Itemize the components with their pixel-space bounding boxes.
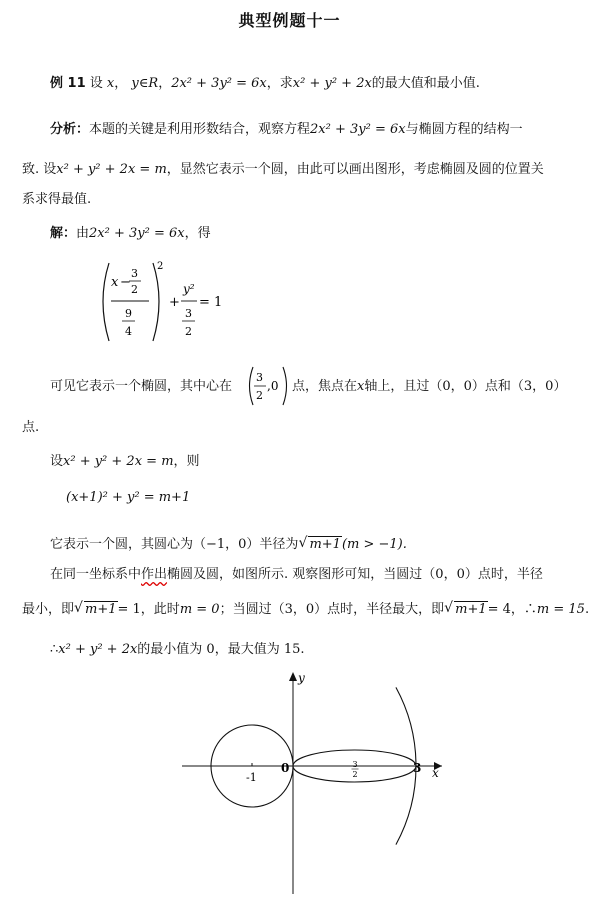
frac-minus: − — [120, 275, 131, 290]
example-comma3: ，求 — [266, 76, 293, 91]
min-max-line — [22, 598, 589, 617]
analysis-text-1a: 本题的关键是利用形数结合，观察方程 — [89, 122, 311, 137]
example-post: 的最大值和最小值. — [371, 76, 480, 91]
example-comma1: ， — [114, 76, 128, 91]
example-label: 例 11 — [50, 76, 86, 91]
frac-eq1: = 1 — [199, 295, 223, 310]
tick-3-label: 3 — [413, 761, 422, 775]
analysis-eq-2: x² + y² + 2x = m — [56, 162, 167, 177]
draw-wavy: 作出 — [141, 567, 168, 582]
circle-equation: (x+1)² + y² = m+1 — [66, 490, 191, 505]
conclusion-therefore: ∴ — [50, 642, 59, 657]
max-end: . — [584, 602, 589, 617]
conclusion-text-b: 的最小值为 0，最大值为 15. — [137, 642, 305, 657]
solution-intro-b: ，得 — [184, 226, 211, 241]
center-end: 点. — [22, 420, 40, 435]
center-line-b — [292, 375, 566, 394]
solution-label: 解： — [50, 226, 77, 241]
center-text-c: 轴上，且过（0，0）点和（3，0） — [364, 379, 567, 394]
analysis-text-2a: 致. 设 — [22, 162, 57, 177]
example-expr: x² + y² + 2x — [292, 76, 372, 91]
x-axis-label: x — [432, 766, 439, 780]
circle-sqrt — [298, 537, 342, 552]
draw-text-a: 在同一坐标系中 — [50, 567, 142, 582]
tick-half-top: 3 — [352, 760, 358, 769]
max-sqrt-body: m+1 — [455, 602, 487, 617]
example-comma2: ， — [158, 76, 172, 91]
frac-three-b: 3 — [185, 307, 192, 320]
origin-label: 0 — [281, 761, 290, 775]
circle-line — [50, 533, 407, 552]
set-text-a: 设 — [50, 454, 64, 469]
circle-sqrt-body: m+1 — [309, 537, 341, 552]
max-text-b: = 4，∴ — [487, 602, 537, 617]
analysis-text-1b: 与椭圆方程的结构一 — [405, 122, 523, 137]
frac-x: x — [111, 275, 119, 290]
center-x: x — [357, 379, 365, 394]
min-text-c: ；当圆过（3，0）点时，半径最大，即 — [219, 602, 445, 617]
example-cond: 2x² + 3y² = 6x — [171, 76, 267, 91]
tick-neg1-label: -1 — [246, 771, 257, 784]
example-x: x — [106, 76, 115, 91]
solution-intro-a: 由 — [76, 226, 90, 241]
set-line — [50, 450, 200, 469]
set-eq: x² + y² + 2x = m — [63, 454, 174, 469]
example-statement — [50, 72, 480, 91]
frac-three: 3 — [131, 267, 138, 280]
frac-two-b: 2 — [185, 325, 192, 338]
frac-plus: + — [169, 295, 180, 310]
ellipse-circle-figure — [170, 668, 460, 900]
min-sqrt-body: m+1 — [85, 602, 117, 617]
analysis-eq-1: 2x² + 3y² = 6x — [310, 122, 406, 137]
analysis-line-2 — [22, 158, 544, 177]
set-text-b: ，则 — [173, 454, 200, 469]
analysis-label: 分析： — [50, 122, 90, 137]
frac-nine: 9 — [125, 307, 132, 320]
center-zero: ,0 — [267, 379, 279, 393]
max-sqrt — [444, 602, 488, 617]
page-title: 典型例题十一 — [238, 11, 341, 30]
center-two: 2 — [256, 389, 263, 402]
frac-y2: y² — [183, 282, 195, 296]
tick-half-bottom: 2 — [352, 770, 358, 779]
conclusion-line — [50, 638, 305, 657]
circle-cond: (m > −1). — [341, 537, 407, 552]
circle-text-a: 它表示一个圆，其圆心为（−1，0）半径为 — [50, 537, 299, 552]
center-point-fraction — [245, 364, 293, 408]
max-m: m = 15 — [536, 602, 585, 617]
example-yinR: y∈R — [131, 76, 159, 91]
center-three: 3 — [256, 371, 263, 384]
draw-text-b: 椭圆及圆，如图所示. 观察图形可知，当圆过（0，0）点时，半径 — [167, 567, 543, 582]
draw-line — [50, 563, 543, 582]
solution-intro-eq: 2x² + 3y² = 6x — [89, 226, 185, 241]
center-line — [50, 375, 232, 394]
min-text-a: 最小，即 — [22, 602, 75, 617]
solution-intro — [50, 222, 211, 241]
y-axis-arrow-icon — [289, 672, 297, 681]
center-text-b: 点，焦点在 — [292, 379, 358, 394]
analysis-line-3: 系求得最值. — [22, 192, 92, 207]
min-m: m = 0 — [179, 602, 220, 617]
center-text-a: 可见它表示一个椭圆，其中心在 — [50, 379, 233, 394]
frac-outer-sq: 2 — [157, 261, 164, 272]
min-sqrt — [74, 602, 118, 617]
conclusion-expr: x² + y² + 2x — [58, 642, 138, 657]
example-pre: 设 — [89, 76, 103, 91]
analysis-text-2b: ，显然它表示一个圆，由此可以画出图形，考虑椭圆及圆的位置关 — [166, 162, 544, 177]
ellipse-standard-form — [95, 255, 225, 350]
analysis-line-1 — [50, 118, 523, 137]
y-axis-label: y — [298, 671, 305, 685]
frac-two: 2 — [131, 283, 138, 296]
min-text-b: = 1，此时 — [117, 602, 180, 617]
frac-four: 4 — [125, 325, 132, 338]
